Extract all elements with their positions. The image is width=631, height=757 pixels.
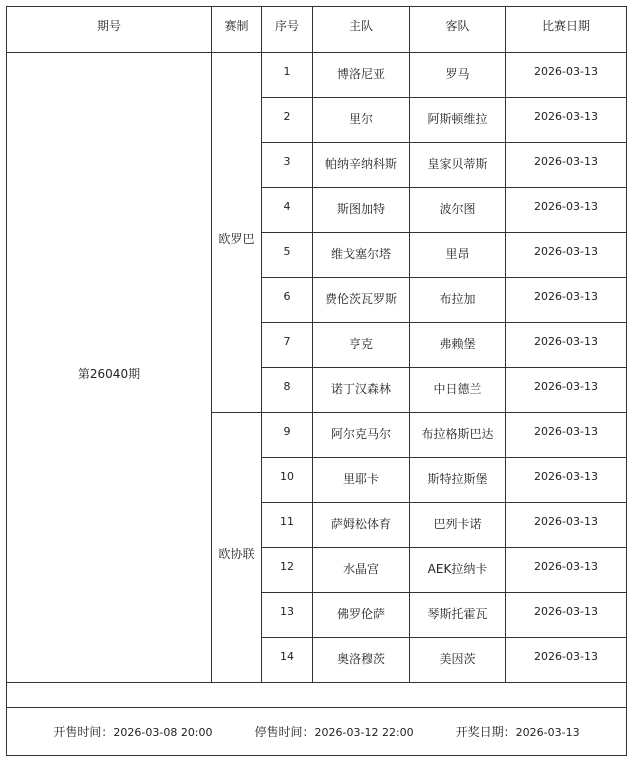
away-team: 皇家贝蒂斯	[410, 143, 506, 188]
match-date: 2026-03-13	[506, 323, 627, 368]
sale-info	[7, 723, 626, 740]
match-index: 9	[262, 413, 313, 458]
draw-date-label: 开奖日期：	[455, 725, 516, 739]
away-team: 布拉加	[410, 278, 506, 323]
competition-name: 欧协联	[212, 413, 262, 683]
match-date: 2026-03-13	[506, 503, 627, 548]
away-team: 里昂	[410, 233, 506, 278]
match-index: 5	[262, 233, 313, 278]
home-team: 水晶宫	[313, 548, 410, 593]
match-date: 2026-03-13	[506, 53, 627, 98]
match-index: 2	[262, 98, 313, 143]
match-date: 2026-03-13	[506, 638, 627, 683]
sale-open-time-value: 2026-03-08 20:00	[113, 726, 213, 739]
home-team: 诺丁汉森林	[313, 368, 410, 413]
match-index: 1	[262, 53, 313, 98]
match-date: 2026-03-13	[506, 593, 627, 638]
home-team: 里尔	[313, 98, 410, 143]
match-date: 2026-03-13	[506, 188, 627, 233]
table-row	[7, 53, 627, 98]
match-index: 8	[262, 368, 313, 413]
header-period: 期号	[7, 7, 212, 53]
match-date: 2026-03-13	[506, 368, 627, 413]
away-team: 阿斯顿维拉	[410, 98, 506, 143]
home-team: 费伦茨瓦罗斯	[313, 278, 410, 323]
home-team: 博洛尼亚	[313, 53, 410, 98]
home-team: 佛罗伦萨	[313, 593, 410, 638]
header-index: 序号	[262, 7, 313, 53]
draw-date	[456, 723, 580, 740]
sale-close-time	[255, 723, 414, 740]
table-header-row	[7, 7, 627, 53]
away-team: 巴列卡诺	[410, 503, 506, 548]
away-team: 波尔图	[410, 188, 506, 233]
match-date: 2026-03-13	[506, 413, 627, 458]
home-team: 亨克	[313, 323, 410, 368]
match-index: 12	[262, 548, 313, 593]
blank-row	[7, 683, 627, 708]
home-team: 帕纳辛纳科斯	[313, 143, 410, 188]
match-index: 3	[262, 143, 313, 188]
away-team: 中日德兰	[410, 368, 506, 413]
home-team: 奥洛穆茨	[313, 638, 410, 683]
sale-close-time-value: 2026-03-12 22:00	[314, 726, 414, 739]
competition-name: 欧罗巴	[212, 53, 262, 413]
match-date: 2026-03-13	[506, 548, 627, 593]
match-index: 7	[262, 323, 313, 368]
header-match-date: 比赛日期	[506, 7, 627, 53]
away-team: 罗马	[410, 53, 506, 98]
sale-close-time-label: 停售时间：	[254, 725, 315, 739]
match-date: 2026-03-13	[506, 278, 627, 323]
match-date: 2026-03-13	[506, 233, 627, 278]
period-number: 第26040期	[7, 53, 212, 683]
match-date: 2026-03-13	[506, 98, 627, 143]
sale-open-time-label: 开售时间：	[53, 725, 114, 739]
away-team: 布拉格斯巴达	[410, 413, 506, 458]
sale-open-time	[53, 723, 212, 740]
header-away-team: 客队	[410, 7, 506, 53]
away-team: 弗赖堡	[410, 323, 506, 368]
home-team: 里耶卡	[313, 458, 410, 503]
header-competition: 赛制	[212, 7, 262, 53]
match-date: 2026-03-13	[506, 143, 627, 188]
away-team: 美因茨	[410, 638, 506, 683]
match-schedule-table	[6, 6, 627, 756]
match-index: 4	[262, 188, 313, 233]
sale-info-row	[7, 708, 627, 756]
match-index: 6	[262, 278, 313, 323]
blank-cell	[7, 683, 627, 708]
away-team: AEK拉纳卡	[410, 548, 506, 593]
match-index: 14	[262, 638, 313, 683]
sale-info-cell	[7, 708, 627, 756]
match-index: 11	[262, 503, 313, 548]
home-team: 阿尔克马尔	[313, 413, 410, 458]
home-team: 斯图加特	[313, 188, 410, 233]
match-date: 2026-03-13	[506, 458, 627, 503]
home-team: 萨姆松体育	[313, 503, 410, 548]
away-team: 琴斯托霍瓦	[410, 593, 506, 638]
header-home-team: 主队	[313, 7, 410, 53]
home-team: 维戈塞尔塔	[313, 233, 410, 278]
away-team: 斯特拉斯堡	[410, 458, 506, 503]
draw-date-value: 2026-03-13	[515, 726, 580, 739]
match-index: 13	[262, 593, 313, 638]
match-index: 10	[262, 458, 313, 503]
